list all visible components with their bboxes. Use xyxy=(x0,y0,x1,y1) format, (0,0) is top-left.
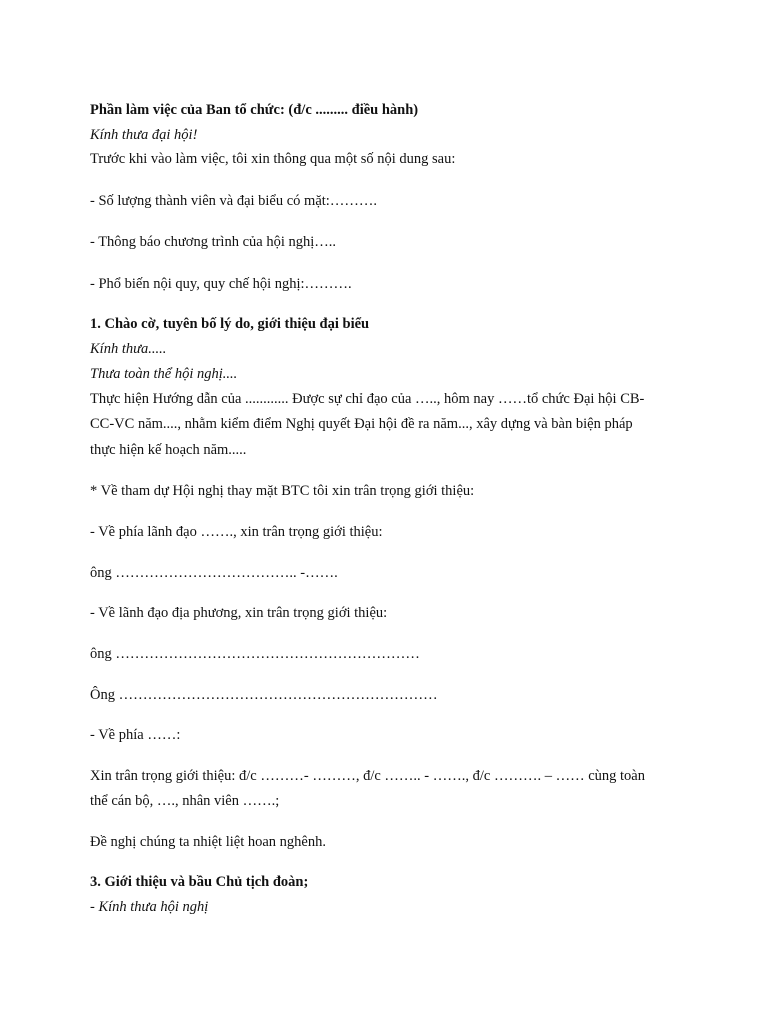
paragraph-1-line-2: CC-VC năm...., nhằm kiểm điểm Nghị quyết Đại hội đề ra năm..., xây dựng và bàn biện pháp xyxy=(90,416,633,432)
delegate-line-3: Ông ………………………………………………………… xyxy=(90,687,438,703)
greeting-conference: - Kính thưa hội nghị xyxy=(90,899,209,915)
delegates-intro: * Về tham dự Hội nghị thay mặt BTC tôi xin trân trọng giới thiệu: xyxy=(90,483,475,499)
section-3-title: 3. Giới thiệu và bầu Chủ tịch đoàn; xyxy=(90,874,309,890)
delegate-line-2: ông ……………………………………………………… xyxy=(90,646,420,662)
delegate-line-1: ông ……………………………….. -……. xyxy=(90,565,338,581)
applause-request: Đề nghị chúng ta nhiệt liệt hoan nghênh. xyxy=(90,834,326,850)
item-attendance: - Số lượng thành viên và đại biểu có mặt:………. xyxy=(90,193,377,209)
item-program: - Thông báo chương trình của hội nghị….. xyxy=(90,234,337,250)
local-leaders: - Về lãnh đạo địa phương, xin trân trọng giới thiệu: xyxy=(90,605,388,621)
heading-organizing-committee: Phần làm việc của Ban tổ chức: (đ/c ......... điều hành) xyxy=(90,102,419,118)
paragraph-2-line-1: Xin trân trọng giới thiệu: đ/c ………- ………, đ/c …….. - ……., đ/c ………. – …… cùng toàn xyxy=(90,768,645,784)
section-1-title: 1. Chào cờ, tuyên bố lý do, giới thiệu đại biểu xyxy=(90,316,370,332)
greeting-dear: Kính thưa..... xyxy=(90,341,167,357)
side-other: - Về phía ……: xyxy=(90,727,181,743)
greeting-congress: Kính thưa đại hội! xyxy=(90,127,198,143)
intro-text: Trước khi vào làm việc, tôi xin thông qua một số nội dung sau: xyxy=(90,151,456,167)
paragraph-1-line-1: Thực hiện Hướng dẫn của ............ Được sự chỉ đạo của ….., hôm nay ……tổ chức Đại hội CB- xyxy=(90,391,645,407)
item-rules: - Phổ biến nội quy, quy chế hội nghị:………. xyxy=(90,276,352,292)
paragraph-2-line-2: thể cán bộ, …., nhân viên …….; xyxy=(90,793,280,809)
leaders-side: - Về phía lãnh đạo ……., xin trân trọng giới thiệu: xyxy=(90,524,383,540)
greeting-whole-conference: Thưa toàn thể hội nghị.... xyxy=(90,366,238,382)
paragraph-1-line-3: thực hiện kế hoạch năm..... xyxy=(90,442,247,458)
